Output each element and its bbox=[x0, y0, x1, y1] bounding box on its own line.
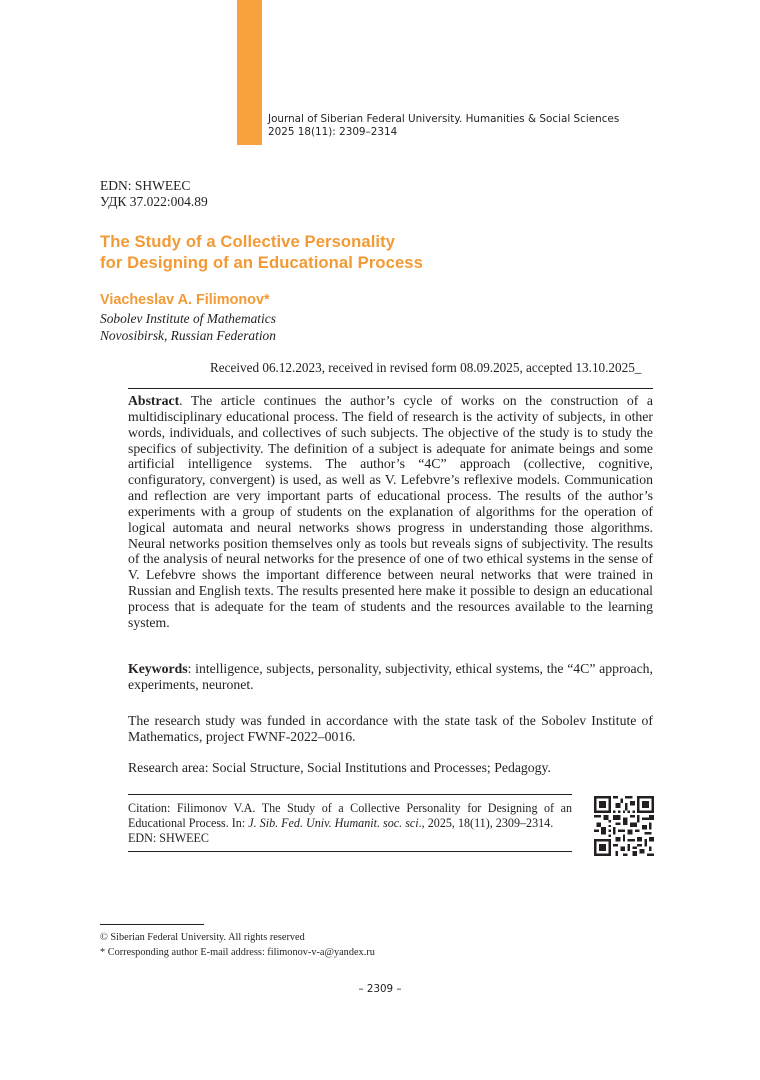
title-line-1: The Study of a Collective Personality bbox=[100, 232, 396, 251]
edn-code: EDN: SHWEEC bbox=[100, 178, 191, 193]
citation bbox=[128, 801, 572, 846]
citation-prefix: Citation: Filimonov V.A. The Study of a Collective Personality for Designing of an Educational Process. In: bbox=[128, 801, 572, 830]
journal-issue: 2025 18(11): 2309–2314 bbox=[268, 126, 398, 138]
abstract-label: Abstract bbox=[128, 393, 180, 408]
citation-bottom-rule bbox=[128, 851, 572, 852]
footnotes bbox=[100, 930, 375, 960]
page-number: – 2309 – bbox=[358, 983, 402, 995]
funding-note: The research study was funded in accordance with the state task of the Sobolev Institute of Mathematics, project FWNF-2022–0016. bbox=[128, 713, 653, 744]
abstract-top-rule bbox=[128, 388, 653, 389]
article-title bbox=[100, 231, 423, 273]
keywords-label: Keywords bbox=[128, 661, 188, 676]
title-line-2: for Designing of an Educational Process bbox=[100, 253, 423, 272]
corresponding-author-note: * Corresponding author E-mail address: filimonov-v-a@yandex.ru bbox=[100, 947, 375, 958]
received-dates: Received 06.12.2023, received in revised form 08.09.2025, accepted 13.10.2025_ bbox=[210, 360, 642, 375]
journal-header bbox=[268, 113, 619, 139]
keywords bbox=[128, 661, 653, 693]
abstract-text: . The article continues the author’s cycle of works on the construction of a multidisciplinary educational process. The field of research is the activity of subjects, in other words, individuals, and collectives of such subjects. The objective of the study is to study the specifics of subjectivity. The definition of a subject is adequate for animate beings and some artificial intelligence systems. The author’s “4C” approach (collective, cognitive, configuratory, convergent) is used, as well as V. Lefebvre’s reflexive models. Communication and reflection are very important parts of educational process. The results of the author’s experiments with a group of students on the explanation of algorithms for the operation of logical automata and neural networks shows progress in understanding those algorithms. Neural networks position themselves only as tools but reveals signs of subjectivity. The results of the analysis of neural networks for the presence of one of two ethical systems in the sense of V. Lefebvre shows the important difference between neural networks that were trained in Russian and English texts. The results presented here make it possible to design an educational process that is adequate for the team of students and the resources available to the learning system. bbox=[128, 393, 653, 630]
author-name: Viacheslav A. Filimonov* bbox=[100, 292, 270, 308]
header-accent-bar bbox=[237, 0, 262, 145]
research-area: Research area: Social Structure, Social Institutions and Processes; Pedagogy. bbox=[128, 760, 551, 775]
abstract bbox=[128, 393, 653, 631]
citation-edn: EDN: SHWEEC bbox=[128, 831, 209, 845]
footnote-rule bbox=[100, 924, 204, 925]
identifiers bbox=[100, 178, 208, 210]
udk-code: УДК 37.022:004.89 bbox=[100, 194, 208, 209]
citation-suffix: ., 2025, 18(11), 2309–2314. bbox=[418, 816, 554, 830]
author-affiliation bbox=[100, 310, 276, 344]
author-location: Novosibirsk, Russian Federation bbox=[100, 328, 276, 343]
copyright-notice: © Siberian Federal University. All rights reserved bbox=[100, 932, 305, 943]
citation-top-rule bbox=[128, 794, 572, 795]
qr-code-icon bbox=[594, 796, 654, 856]
keywords-text: : intelligence, subjects, personality, subjectivity, ethical systems, the “4C” approach, experiments, neuronet. bbox=[128, 661, 653, 692]
citation-journal: J. Sib. Fed. Univ. Humanit. soc. sci bbox=[248, 816, 419, 830]
journal-name: Journal of Siberian Federal University. Humanities & Social Sciences bbox=[268, 113, 620, 125]
author-institution: Sobolev Institute of Mathematics bbox=[100, 311, 276, 326]
